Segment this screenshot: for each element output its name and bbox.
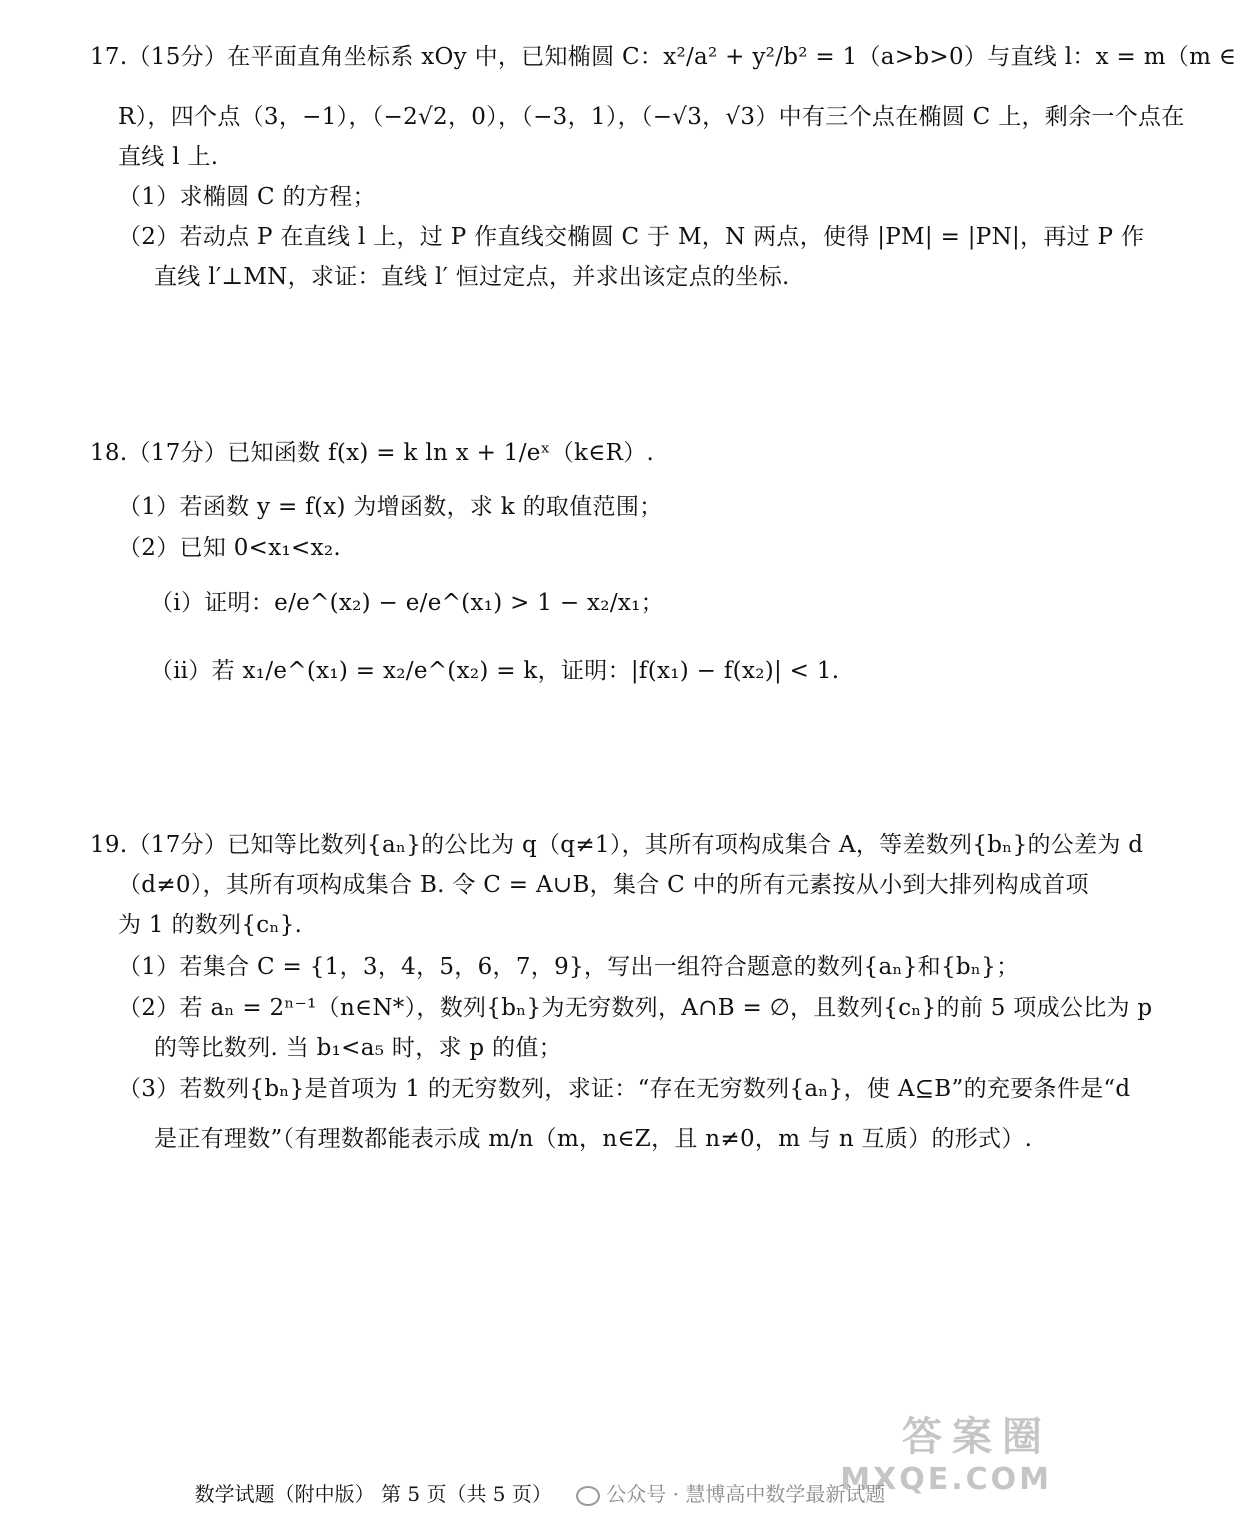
problem-19-part-3-cont: 是正有理数”（有理数都能表示成 m/n（m，n∈Z，且 n≠0，m 与 n 互质）的形式）. [154, 1126, 1033, 1152]
problem-19-line-3: 为 1 的数列{cₙ}. [118, 912, 303, 938]
problem-17-line-3: 直线 l 上. [118, 144, 219, 170]
problem-19-part-2-cont: 的等比数列. 当 b₁<a₅ 时，求 p 的值； [154, 1035, 562, 1061]
page-footer [0, 1478, 1080, 1507]
problem-18-part-2: （2）已知 0<x₁<x₂. [118, 535, 342, 561]
problem-18-part-1: （1）若函数 y = f(x) 为增函数，求 k 的取值范围； [118, 494, 663, 520]
page-number-label: 数学试题（附中版） 第 5 页（共 5 页） [194, 1482, 552, 1506]
problem-17-part-2: （2）若动点 P 在直线 l 上，过 P 作直线交椭圆 C 于 M，N 两点，使得 |PM| = |PN|，再过 P 作 [118, 224, 1145, 250]
problem-17-line-2: R），四个点（3，−1），（−2√2，0），（−3，1），（−√3，√3）中有三个点在椭圆 C 上，剩余一个点在 [118, 104, 1185, 130]
problem-17-part-2-cont: 直线 l′⊥MN，求证：直线 l′ 恒过定点，并求出该定点的坐标. [154, 264, 790, 290]
watermark-bottom-text: MXQE.COM [840, 1462, 1052, 1497]
problem-18-line-1: 18.（17分）已知函数 f(x) = k ln x + 1/eˣ（k∈R）. [90, 440, 655, 466]
problem-19-part-1: （1）若集合 C = {1，3，4，5，6，7，9}，写出一组符合题意的数列{aₙ}和{bₙ}； [118, 954, 1020, 980]
problem-19-line-2: （d≠0），其所有项构成集合 B. 令 C = A∪B，集合 C 中的所有元素按从小到大排列构成首项 [118, 872, 1089, 898]
problem-18-part-2-i: （ⅰ）证明：e/e^(x₂) − e/e^(x₁) > 1 − x₂/x₁； [150, 590, 664, 616]
problem-17-part-1: （1）求椭圆 C 的方程； [118, 184, 376, 210]
wechat-label: 公众号 · 慧博高中数学最新试题 [606, 1482, 886, 1506]
wechat-icon [576, 1486, 600, 1506]
problem-17-line-1: 17.（15分）在平面直角坐标系 xOy 中，已知椭圆 C：x²/a² + y²/b² = 1（a>b>0）与直线 l：x = m（m ∈ [90, 44, 1236, 70]
problem-18-part-2-ii: （ⅱ）若 x₁/e^(x₁) = x₂/e^(x₂) = k，证明：|f(x₁) − f(x₂)| < 1. [150, 658, 840, 684]
watermark-top-text: 答案圈 [902, 1414, 1052, 1460]
problem-19-part-3: （3）若数列{bₙ}是首项为 1 的无穷数列，求证：“存在无穷数列{aₙ}，使 A⊆B”的充要条件是“d [118, 1076, 1131, 1102]
problem-19-part-2: （2）若 aₙ = 2ⁿ⁻¹（n∈N*），数列{bₙ}为无穷数列，A∩B = ∅，且数列{cₙ}的前 5 项成公比为 p [118, 995, 1153, 1021]
wechat-account [576, 1482, 885, 1506]
problem-19-line-1: 19.（17分）已知等比数列{aₙ}的公比为 q（q≠1），其所有项构成集合 A，等差数列{bₙ}的公差为 d [90, 832, 1144, 858]
